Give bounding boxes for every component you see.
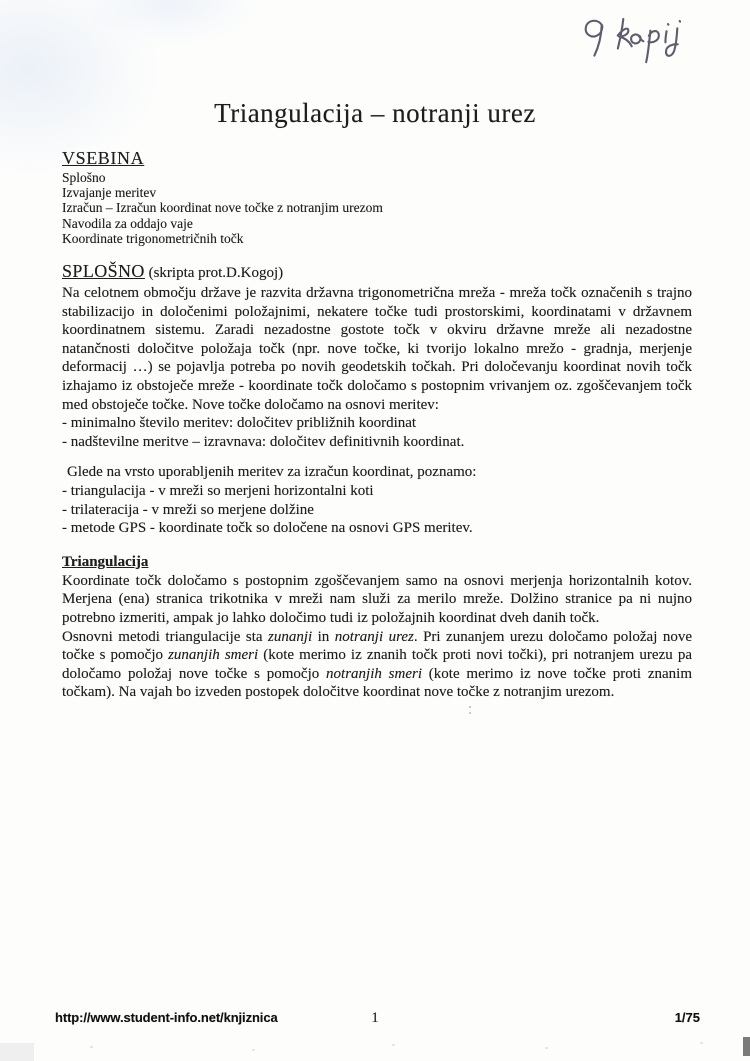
toc-item: Izvajanje meritev: [62, 185, 157, 201]
splosno-heading: SPLOŠNO: [62, 261, 145, 282]
text-segment: (kote merimo iz znanih točk proti novi točki), pri notranjem urezu pa določamo položaj nove točke s pomočjo: [62, 647, 692, 682]
page-footer: [0, 1010, 750, 1030]
text-segment: in: [312, 628, 335, 645]
bullet-line: - trilateracija - v mreži so merjene dolžine: [62, 501, 314, 518]
triangulacija-paragraph-1: Koordinate točk določamo s postopnim zgoščevanjem samo na osnovi merjenja horizontalnih kotov. Merjena (ena) stranica trikotnika v mreži nam služi za merilo mreže. Dolžino stranice pa ni nujno potrebno izmeriti, ampak jo lahko določimo tudi iz položajnih koordinat dveh danih točk.: [62, 572, 692, 626]
splosno-section: [62, 260, 692, 538]
footer-page-number: 1: [371, 1010, 379, 1026]
text-segment: Osnovni metodi triangulacije sta: [62, 628, 268, 645]
italic-term: notranjih smeri: [326, 665, 423, 682]
bullet-line: - triangulacija - v mreži so merjeni horizontalni koti: [62, 482, 374, 499]
triangulacija-paragraph-2: [62, 628, 692, 702]
handwritten-annotation: [565, 2, 705, 74]
footer-url: http://www.student-info.net/knjiznica: [55, 1010, 278, 1025]
handwritten-digit-9: [585, 20, 605, 56]
bullet-line: - minimalno število meritev: določitev približnih koordinat: [62, 415, 417, 432]
triangulacija-section: [62, 552, 692, 702]
page-title: Triangulacija – notranji urez: [214, 98, 536, 128]
toc-section: [62, 148, 692, 246]
toc-list: [62, 170, 692, 246]
scan-speckle: [545, 1047, 548, 1049]
italic-term: notranji urez: [334, 628, 414, 645]
splosno-heading-row: [62, 260, 692, 284]
scan-speckle: [252, 1049, 255, 1051]
scan-artifact-bottom-left: [0, 1043, 34, 1061]
toc-item: Izračun – Izračun koordinat nove točke z notranjim urezom: [62, 200, 383, 216]
triangulacija-heading: Triangulacija: [62, 553, 149, 570]
document-body: [62, 148, 692, 702]
italic-term: zunanji: [267, 628, 313, 645]
scan-speckle: [700, 1042, 703, 1044]
toc-item: Navodila za oddajo vaje: [62, 215, 193, 231]
bullet-line: - nadštevilne meritve – izravnava: določitev definitivnih koordinat.: [62, 433, 465, 450]
scan-artifact-dots: [469, 706, 471, 708]
text-segment: (kote merimo iz nove točke proti znanim točkam). Na vajah bo izveden postopek določitve koordinat nove točke z notranjim urezom.: [62, 665, 692, 701]
handwritten-word-kopij-i: [664, 24, 670, 42]
splosno-paragraph-1: Na celotnem območju države je razvita državna trigonometrična mreža - mreža točk označenih s trajno stabilizacijo in določenimi položajnimi, nekatere točke tudi prostorskimi, koordinatami v državnem koordinatnem sistemu. Zaradi nezadostne gostote točk v okviru državne mreže ali nezadostne natančnosti določitve položaja točk (npr. nove točke, ki tvorijo lokalno mrežo - gradnja, merjenje deformacij …) se pojavlja potreba po novih geodetskih točkah. Pri določevanju koordinat novih točk izhajamo iz obstoječe mreže - koordinate točk določamo s postopnim vrivanjem oz. zgoščevanjem točk med obstoječe točke. Nove točke določamo na osnovi meritev:: [62, 285, 692, 413]
italic-term: zunanjih smeri: [168, 647, 259, 664]
bullet-line: - metode GPS - koordinate točk so določene na osnovi GPS meritev.: [62, 520, 473, 537]
handwritten-word-kopij-k: [615, 18, 631, 48]
splosno-bullet-list-1: [62, 414, 692, 451]
toc-item: Splošno: [62, 170, 106, 185]
toc-item: Koordinate trigonometričnih točk: [62, 230, 244, 246]
scan-speckle: [392, 1044, 395, 1046]
scan-artifact-right-edge: [743, 1037, 750, 1056]
text-segment: . Pri zunanjem urezu določamo položaj nove točke s pomočjo: [62, 628, 692, 664]
handwritten-word-kopij-p: [643, 30, 661, 62]
splosno-heading-suffix: (skripta prot.D.Kogoj): [144, 265, 284, 282]
toc-heading: VSEBINA: [62, 148, 145, 168]
handwritten-word-kopij-o: [631, 34, 644, 44]
footer-page-count: 1/75: [674, 1010, 700, 1025]
splosno-intro-2: Glede na vrsto uporabljenih meritev za izračun koordinat, poznamo:: [67, 464, 477, 481]
splosno-bullet-list-2: [62, 482, 692, 538]
scan-speckle: [90, 1046, 93, 1048]
